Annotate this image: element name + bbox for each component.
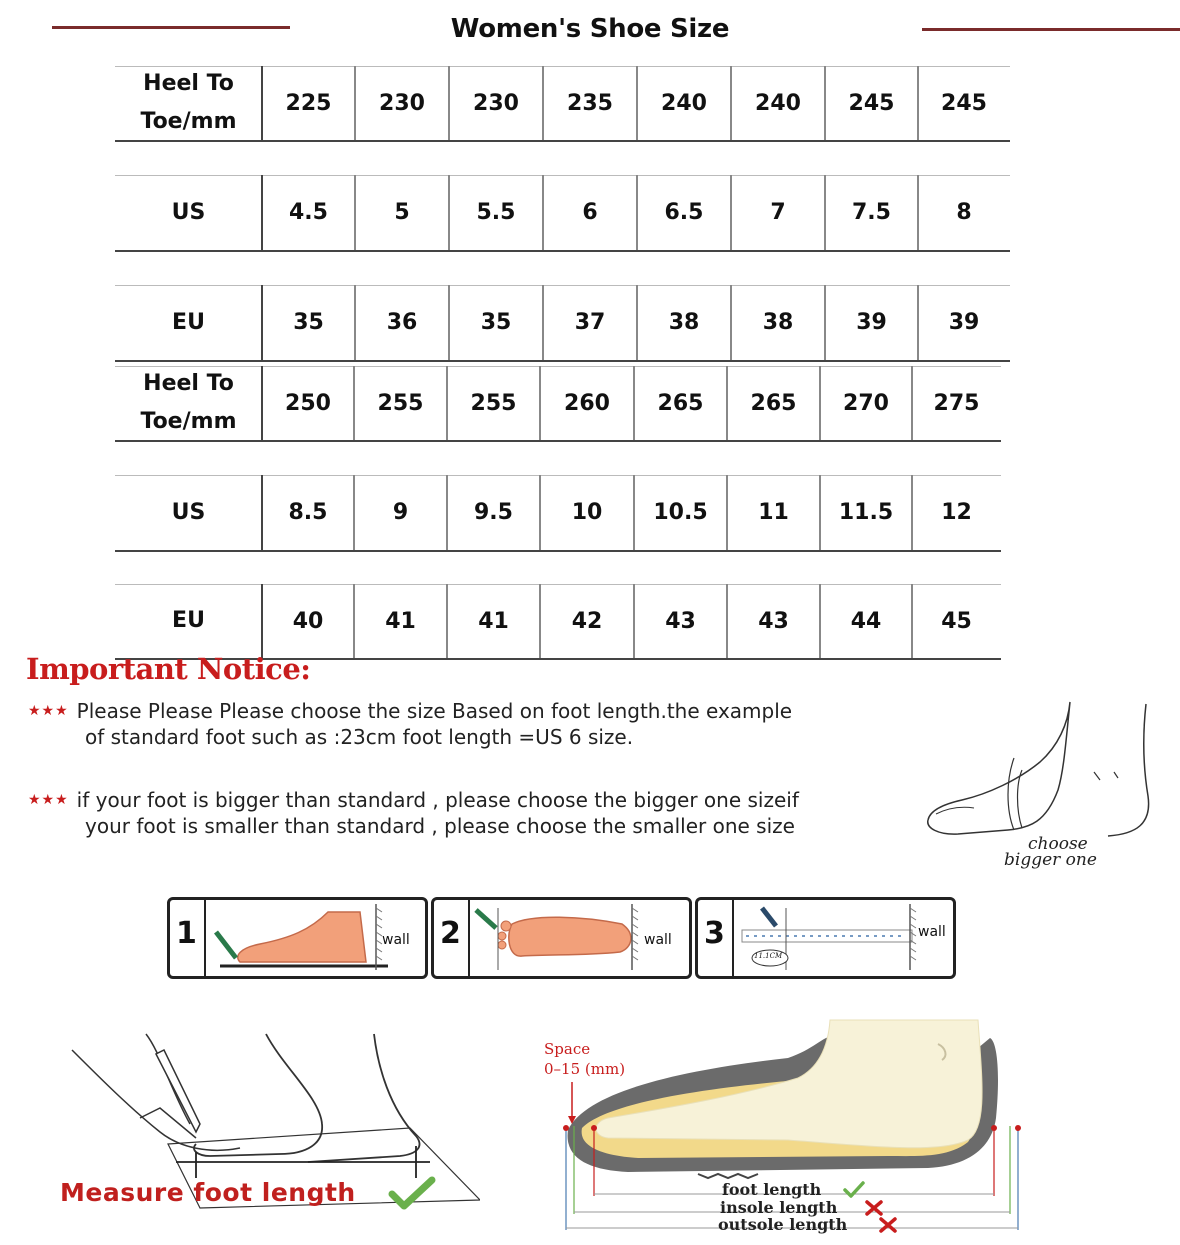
step-3-panel	[695, 897, 956, 979]
row-label: US	[171, 499, 206, 525]
foot-sketch-caption-1: choose	[1028, 834, 1088, 854]
size-cell: 240	[755, 90, 801, 116]
size-cell: 8.5	[288, 500, 328, 525]
ruler-reading: 11.1CM	[754, 952, 783, 960]
step-number: 3	[704, 916, 725, 951]
foot-top-icon	[472, 904, 632, 972]
size-cell: 43	[758, 608, 789, 634]
notice-line: if your foot is bigger than standard , please choose the bigger one sizeif	[76, 788, 799, 812]
check-icon	[843, 1181, 865, 1199]
foot-side-icon	[210, 904, 390, 972]
row-label: US	[171, 199, 206, 225]
row-rule-bottom	[115, 140, 1010, 142]
wall-label: wall	[918, 924, 946, 940]
size-cell: 230	[379, 90, 425, 116]
size-cell: 39	[856, 310, 887, 335]
size-cell: 43	[665, 608, 696, 634]
size-cell: 5.5	[476, 200, 516, 225]
size-cell: 45	[941, 608, 972, 634]
size-cell: 9.5	[474, 500, 513, 525]
space-label: Space	[544, 1040, 591, 1058]
notice-item-2	[28, 787, 799, 839]
size-cell: 12	[941, 500, 972, 525]
size-cell: 36	[386, 310, 418, 335]
notice-item-1	[28, 698, 792, 750]
step-number: 2	[440, 916, 461, 951]
size-cell: 230	[473, 90, 519, 116]
wall-hatch-icon	[630, 904, 640, 970]
step-number: 1	[176, 916, 197, 951]
size-cell: 7	[770, 200, 786, 225]
size-cell: 245	[848, 90, 895, 116]
row-rule-bottom	[115, 440, 1001, 442]
notice-line: your foot is smaller than standard , please choose the smaller one size	[85, 814, 795, 838]
size-cell: 42	[571, 608, 603, 634]
size-cell: 11	[758, 500, 789, 525]
size-cell: 10.5	[653, 500, 708, 525]
step-divider	[468, 900, 470, 976]
size-cell: 8	[956, 200, 972, 225]
stars-icon: ★★★	[28, 792, 69, 808]
stars-icon: ★★★	[28, 703, 69, 719]
cross-icon	[864, 1199, 884, 1217]
foot-sketch-caption-2: bigger one	[1004, 850, 1097, 870]
row-label: EU	[172, 309, 205, 335]
insole-length-label: insole length	[720, 1198, 838, 1217]
size-cell: 40	[292, 608, 324, 634]
size-cell: 275	[933, 390, 980, 416]
size-cell: 44	[850, 608, 882, 634]
row-rule-bottom	[115, 360, 1010, 362]
size-cell: 35	[293, 310, 324, 335]
measure-foot-label: Measure foot length	[60, 1178, 356, 1207]
size-cell: 39	[948, 310, 980, 335]
size-cell: 265	[657, 390, 704, 416]
size-cell: 225	[285, 90, 332, 116]
outsole-length-label: outsole length	[718, 1215, 848, 1234]
size-cell: 5	[394, 200, 410, 225]
check-icon	[388, 1176, 436, 1212]
row-label: EU	[172, 608, 205, 633]
space-range: 0–15 (mm)	[544, 1060, 626, 1078]
row-rule-bottom	[115, 550, 1001, 552]
size-cell: 11.5	[838, 500, 894, 525]
size-cell: 9	[392, 500, 409, 525]
size-cell: 270	[843, 390, 889, 416]
size-cell: 41	[478, 608, 509, 634]
page-title: Women's Shoe Size	[450, 14, 730, 44]
size-cell: 4.5	[289, 200, 328, 225]
size-cell: 245	[941, 90, 987, 116]
size-cell: 6	[582, 200, 598, 225]
step-divider	[732, 900, 734, 976]
row-rule-bottom	[115, 250, 1010, 252]
cross-icon	[878, 1216, 898, 1234]
size-cell: 265	[750, 390, 797, 416]
step-divider	[204, 900, 206, 976]
notice-line: Please Please Please choose the size Based on foot length.the example	[76, 699, 793, 723]
row-label: Heel To Toe/mm	[140, 71, 237, 134]
size-cell: 37	[574, 310, 606, 335]
title-right-rule	[922, 28, 1180, 31]
step-1-panel	[167, 897, 428, 979]
wall-label: wall	[644, 932, 672, 948]
notice-heading: Important Notice:	[26, 652, 311, 686]
wall-label: wall	[382, 932, 410, 948]
size-cell: 6.5	[664, 200, 704, 225]
size-cell: 38	[762, 310, 794, 335]
size-cell: 7.5	[852, 200, 891, 225]
size-cell: 10	[571, 500, 603, 525]
size-cell: 41	[385, 608, 416, 634]
size-cell: 255	[377, 390, 424, 416]
foot-length-label: foot length	[722, 1180, 822, 1199]
size-cell: 35	[480, 310, 512, 335]
size-cell: 255	[470, 390, 517, 416]
size-cell: 38	[668, 310, 700, 335]
size-cell: 240	[661, 90, 707, 116]
ruler-icon	[736, 904, 916, 972]
size-cell: 235	[567, 90, 613, 116]
wall-hatch-icon	[908, 904, 918, 970]
size-cell: 250	[285, 390, 331, 416]
step-2-panel	[431, 897, 692, 979]
row-label: Heel To Toe/mm	[140, 371, 237, 434]
size-cell: 260	[564, 390, 610, 416]
notice-line: of standard foot such as :23cm foot length =US 6 size.	[85, 725, 634, 749]
